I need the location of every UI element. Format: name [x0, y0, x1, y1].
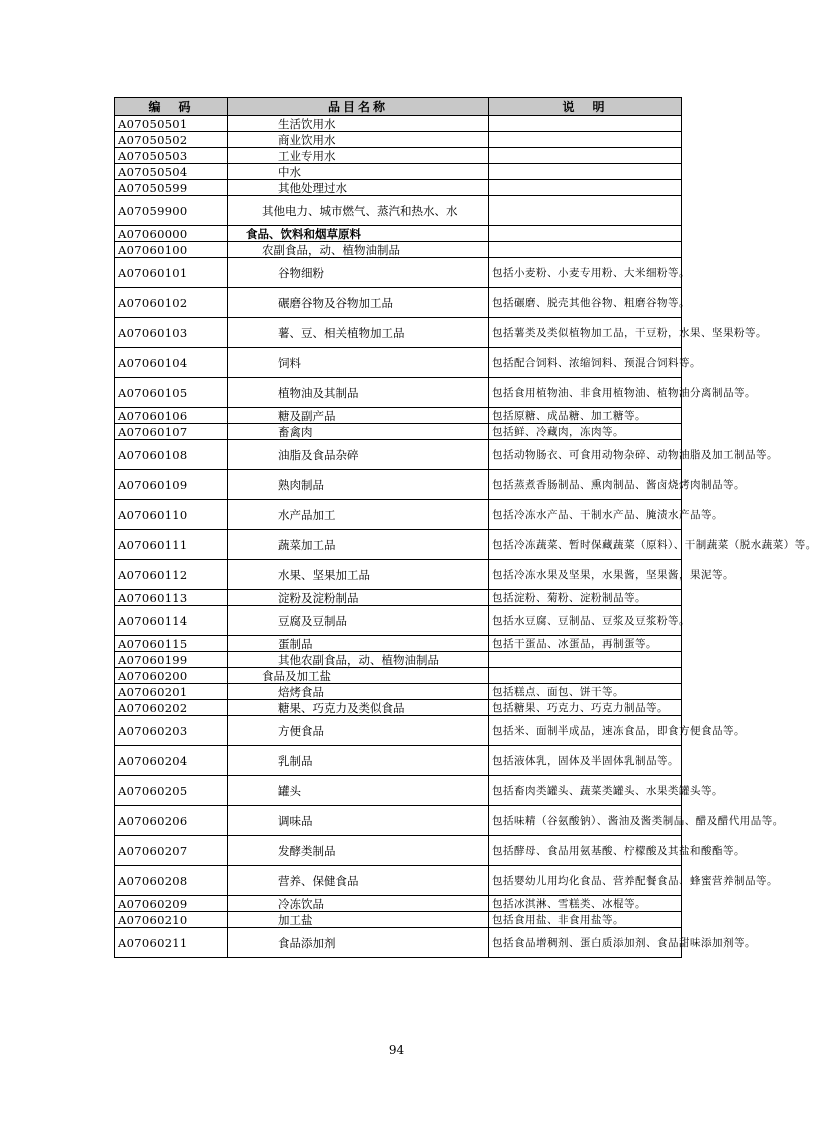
name-cell: 薯、豆、相关植物加工品	[228, 318, 489, 348]
table-header-row	[115, 98, 682, 116]
name-cell: 碾磨谷物及谷物加工品	[228, 288, 489, 318]
name-cell: 冷冻饮品	[228, 896, 489, 912]
description-cell: 包括畜肉类罐头、蔬菜类罐头、水果类罐头等。	[489, 776, 682, 806]
table-row	[115, 164, 682, 180]
name-cell: 工业专用水	[228, 148, 489, 164]
code-cell: A07060206	[115, 806, 228, 836]
name-cell: 农副食品，动、植物油制品	[228, 242, 489, 258]
table-row	[115, 148, 682, 164]
code-cell: A07060209	[115, 896, 228, 912]
code-cell: A07060211	[115, 928, 228, 958]
description-cell: 包括配合饲料、浓缩饲料、预混合饲料等。	[489, 348, 682, 378]
table-row	[115, 408, 682, 424]
description-cell: 包括冷冻水果及坚果，水果酱，坚果酱，果泥等。	[489, 560, 682, 590]
table-row	[115, 288, 682, 318]
table-row	[115, 180, 682, 196]
code-cell: A07050503	[115, 148, 228, 164]
name-cell: 蛋制品	[228, 636, 489, 652]
description-cell: 包括动物肠衣、可食用动物杂碎、动物油脂及加工制品等。	[489, 440, 682, 470]
table-row	[115, 318, 682, 348]
name-cell: 营养、保健食品	[228, 866, 489, 896]
description-cell: 包括干蛋品、冰蛋品，再制蛋等。	[489, 636, 682, 652]
description-cell: 包括味精（谷氨酸钠）、酱油及酱类制品、醋及醋代用品等。	[489, 806, 682, 836]
name-cell: 加工盐	[228, 912, 489, 928]
code-cell: A07060101	[115, 258, 228, 288]
code-cell: A07060208	[115, 866, 228, 896]
name-cell: 罐头	[228, 776, 489, 806]
code-cell: A07060207	[115, 836, 228, 866]
table-row	[115, 866, 682, 896]
name-cell: 乳制品	[228, 746, 489, 776]
code-cell: A07060102	[115, 288, 228, 318]
code-cell: A07060199	[115, 652, 228, 668]
name-cell: 淀粉及淀粉制品	[228, 590, 489, 606]
description-cell: 包括小麦粉、小麦专用粉、大米细粉等。	[489, 258, 682, 288]
description-cell	[489, 652, 682, 668]
table-row	[115, 348, 682, 378]
description-cell: 包括碾磨、脱壳其他谷物、粗磨谷物等。	[489, 288, 682, 318]
code-cell: A07060104	[115, 348, 228, 378]
name-cell: 调味品	[228, 806, 489, 836]
name-cell: 食品及加工盐	[228, 668, 489, 684]
description-cell: 包括冷冻水产品、干制水产品、腌渍水产品等。	[489, 500, 682, 530]
description-cell: 包括米、面制半成品，速冻食品，即食方便食品等。	[489, 716, 682, 746]
table-row	[115, 196, 682, 226]
code-cell: A07060000	[115, 226, 228, 242]
description-cell: 包括酵母、食品用氨基酸、柠檬酸及其盐和酸酯等。	[489, 836, 682, 866]
description-cell: 包括冷冻蔬菜、暂时保藏蔬菜（原料）、干制蔬菜（脱水蔬菜）等。	[489, 530, 682, 560]
name-cell: 方便食品	[228, 716, 489, 746]
code-cell: A07060105	[115, 378, 228, 408]
table-row	[115, 716, 682, 746]
name-cell: 畜禽肉	[228, 424, 489, 440]
code-cell: A07060201	[115, 684, 228, 700]
description-cell: 包括淀粉、菊粉、淀粉制品等。	[489, 590, 682, 606]
description-cell	[489, 180, 682, 196]
description-cell: 包括冰淇淋、雪糕类、冰棍等。	[489, 896, 682, 912]
code-cell: A07060115	[115, 636, 228, 652]
table-row	[115, 440, 682, 470]
code-cell: A07060107	[115, 424, 228, 440]
code-cell: A07060109	[115, 470, 228, 500]
description-cell	[489, 116, 682, 132]
code-cell: A07050599	[115, 180, 228, 196]
table-row	[115, 424, 682, 440]
table-row	[115, 912, 682, 928]
name-cell: 食品、饮料和烟草原料	[228, 226, 489, 242]
name-cell: 发酵类制品	[228, 836, 489, 866]
table-row	[115, 226, 682, 242]
description-cell	[489, 242, 682, 258]
catalog-table	[114, 97, 817, 958]
name-cell: 水果、坚果加工品	[228, 560, 489, 590]
code-cell: A07060112	[115, 560, 228, 590]
description-cell: 包括食用植物油、非食用植物油、植物油分离制品等。	[489, 378, 682, 408]
code-cell: A07060100	[115, 242, 228, 258]
description-cell	[489, 668, 682, 684]
code-cell: A07060205	[115, 776, 228, 806]
table-row	[115, 668, 682, 684]
description-cell: 包括蒸煮香肠制品、熏肉制品、酱卤烧烤肉制品等。	[489, 470, 682, 500]
table-row	[115, 530, 682, 560]
table-row	[115, 242, 682, 258]
code-cell: A07060202	[115, 700, 228, 716]
code-cell: A07060103	[115, 318, 228, 348]
description-cell	[489, 148, 682, 164]
name-cell: 焙烤食品	[228, 684, 489, 700]
description-cell	[489, 226, 682, 242]
name-cell: 水产品加工	[228, 500, 489, 530]
description-cell: 包括鲜、冷藏肉，冻肉等。	[489, 424, 682, 440]
name-cell: 商业饮用水	[228, 132, 489, 148]
header-code: 编 码	[115, 98, 228, 116]
table-row	[115, 470, 682, 500]
code-cell: A07060113	[115, 590, 228, 606]
name-cell: 熟肉制品	[228, 470, 489, 500]
description-cell: 包括液体乳，固体及半固体乳制品等。	[489, 746, 682, 776]
name-cell: 饲料	[228, 348, 489, 378]
description-cell	[489, 164, 682, 180]
code-cell: A07059900	[115, 196, 228, 226]
code-cell: A07060210	[115, 912, 228, 928]
page-number: 94	[388, 1043, 405, 1057]
table-row	[115, 928, 682, 958]
description-cell	[489, 196, 682, 226]
name-cell: 谷物细粉	[228, 258, 489, 288]
table-row	[115, 378, 682, 408]
description-cell: 包括糖果、巧克力、巧克力制品等。	[489, 700, 682, 716]
table-row	[115, 258, 682, 288]
description-cell: 包括薯类及类似植物加工品，干豆粉，水果、坚果粉等。	[489, 318, 682, 348]
table-row	[115, 652, 682, 668]
name-cell: 其他处理过水	[228, 180, 489, 196]
description-cell: 包括水豆腐、豆制品、豆浆及豆浆粉等。	[489, 606, 682, 636]
code-cell: A07060200	[115, 668, 228, 684]
description-cell: 包括婴幼儿用均化食品、营养配餐食品、蜂蜜营养制品等。	[489, 866, 682, 896]
name-cell: 中水	[228, 164, 489, 180]
name-cell: 其他农副食品，动、植物油制品	[228, 652, 489, 668]
table-row	[115, 746, 682, 776]
name-cell: 生活饮用水	[228, 116, 489, 132]
code-cell: A07060111	[115, 530, 228, 560]
name-cell: 油脂及食品杂碎	[228, 440, 489, 470]
code-cell: A07050501	[115, 116, 228, 132]
table-row	[115, 896, 682, 912]
name-cell: 糖及副产品	[228, 408, 489, 424]
table-row	[115, 776, 682, 806]
code-cell: A07060110	[115, 500, 228, 530]
code-cell: A07060108	[115, 440, 228, 470]
code-cell: A07060114	[115, 606, 228, 636]
code-cell: A07060204	[115, 746, 228, 776]
code-cell: A07060106	[115, 408, 228, 424]
name-cell: 糖果、巧克力及类似食品	[228, 700, 489, 716]
table-row	[115, 636, 682, 652]
table-row	[115, 560, 682, 590]
table-row	[115, 590, 682, 606]
table-row	[115, 132, 682, 148]
description-cell	[489, 132, 682, 148]
name-cell: 其他电力、城市燃气、蒸汽和热水、水	[228, 196, 489, 226]
code-cell: A07060203	[115, 716, 228, 746]
table-row	[115, 700, 682, 716]
table-row	[115, 836, 682, 866]
table-row	[115, 684, 682, 700]
table-row	[115, 606, 682, 636]
name-cell: 蔬菜加工品	[228, 530, 489, 560]
table-row	[115, 500, 682, 530]
table-row	[115, 806, 682, 836]
description-cell: 包括原糖、成品糖、加工糖等。	[489, 408, 682, 424]
description-cell: 包括食品增稠剂、蛋白质添加剂、食品甜味添加剂等。	[489, 928, 682, 958]
name-cell: 食品添加剂	[228, 928, 489, 958]
header-description: 说 明	[489, 98, 682, 116]
name-cell: 豆腐及豆制品	[228, 606, 489, 636]
description-cell: 包括食用盐、非食用盐等。	[489, 912, 682, 928]
name-cell: 植物油及其制品	[228, 378, 489, 408]
code-cell: A07050502	[115, 132, 228, 148]
table-row	[115, 116, 682, 132]
description-cell: 包括糕点、面包、饼干等。	[489, 684, 682, 700]
header-name: 品目名称	[228, 98, 489, 116]
code-cell: A07050504	[115, 164, 228, 180]
